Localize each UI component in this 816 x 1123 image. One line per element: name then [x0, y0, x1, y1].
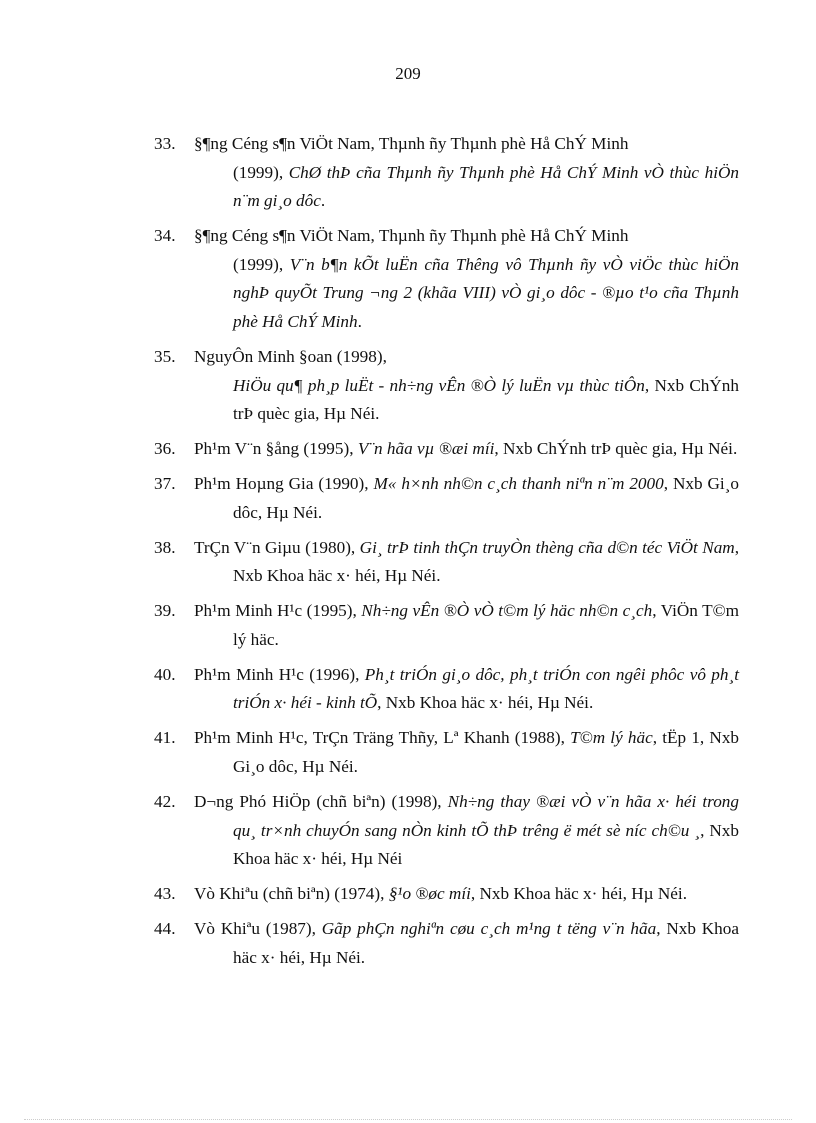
reference-title: Nh÷ng thay ®æi vÒ v¨n hãa x· héi trong qu¸ tr×nh chuyÓn sang nÒn kinh tÕ thÞ trêng ë mét sè níc ch©u ¸ [233, 791, 739, 840]
reference-item [154, 724, 740, 781]
reference-publisher: , Nxb Khoa häc x· héi, Hµ Néi. [233, 919, 739, 967]
reference-number: 38. [154, 537, 176, 557]
reference-number: 44. [154, 919, 176, 939]
reference-authors: TrÇn V¨n Giµu (1980), [194, 537, 360, 557]
reference-title: M« h×nh nh©n c¸ch thanh niªn n¨m 2000 [373, 474, 664, 494]
reference-title: Gi¸ trÞ tinh thÇn truyÒn thèng cña d©n téc ViÖt Nam [359, 537, 735, 557]
reference-number: 33. [154, 134, 176, 153]
reference-authors: Ph¹m Minh H¹c (1995), [194, 601, 362, 621]
reference-item [154, 534, 739, 591]
reference-number: 37. [154, 474, 176, 494]
reference-number: 35. [154, 346, 176, 366]
reference-item [154, 788, 739, 874]
reference-item [154, 470, 739, 527]
reference-title: Ph¸t triÓn gi¸o dôc, ph¸t triÓn con ngêi phôc vô ph¸t triÓn x· héi - kinh tÕ [233, 664, 739, 713]
reference-number: 43. [154, 884, 176, 904]
reference-item [154, 435, 739, 464]
reference-title: T©m lý häc [570, 728, 653, 748]
reference-publisher: , ViÖn T©m lý häc. [233, 601, 740, 649]
reference-authors: Vò Khiªu (1987), [194, 919, 322, 939]
reference-authors: NguyÔn Minh §oan (1998), [194, 346, 387, 366]
reference-number: 41. [154, 728, 176, 748]
reference-publisher: , Nxb Khoa häc x· héi, Hµ Néi. [470, 884, 687, 904]
reference-publisher: , Nxb Khoa häc x· héi, Hµ Néi. [377, 693, 594, 713]
reference-item [154, 880, 739, 909]
reference-number: 39. [154, 601, 176, 621]
reference-publisher: , Nxb ChÝnh trÞ quèc gia, Hµ Néi. [233, 375, 739, 424]
page-number: 209 [395, 64, 421, 83]
reference-publisher: , Nxb Khoa häc x· héi, Hµ Néi [233, 820, 739, 869]
reference-item [154, 915, 739, 972]
reference-title: §¹o ®øc míi [388, 884, 471, 904]
page-bottom-divider [24, 1119, 792, 1120]
reference-number: 34. [154, 226, 176, 246]
reference-authors: (1999), [233, 162, 289, 182]
reference-lead: §¶ng Céng s¶n ViÖt Nam, Thµnh ñy Thµnh phè Hå ChÝ Minh [194, 226, 629, 246]
reference-authors: D¬ng Phó HiÖp (chñ biªn) (1998), [194, 791, 448, 811]
reference-item [154, 222, 739, 336]
reference-authors: Ph¹m V¨n §ång (1995), [194, 439, 358, 459]
reference-list [0, 130, 816, 979]
reference-number: 36. [154, 439, 176, 459]
reference-item [154, 597, 740, 654]
reference-publisher: . [357, 311, 362, 331]
reference-publisher: , tËp 1, Nxb Gi¸o dôc, Hµ Néi. [233, 728, 740, 776]
reference-title: HiÖu qu¶ ph¸p luËt - nh÷ng vÊn ®Ò lý luËn vµ thùc tiÔn [233, 375, 645, 395]
reference-title: V¨n hãa vµ ®æi míi [357, 439, 495, 459]
reference-authors: Ph¹m Hoµng Gia (1990), [194, 474, 374, 494]
reference-publisher: . [320, 191, 326, 211]
reference-title: ChØ thÞ cña Thµnh ñy Thµnh phè Hå ChÝ Minh vÒ thùc hiÖn n¨m gi¸o dôc [233, 162, 739, 211]
reference-number: 42. [154, 791, 176, 811]
reference-authors: Ph¹m Minh H¹c, TrÇn Träng Thñy, Lª Khanh (1988), [194, 728, 571, 748]
reference-item [154, 661, 739, 718]
reference-number: 40. [154, 664, 176, 684]
reference-publisher: , Nxb ChÝnh trÞ quèc gia, Hµ Néi. [494, 439, 738, 459]
reference-lead: §¶ng Céng s¶n ViÖt Nam, Thµnh ñy Thµnh phè Hå ChÝ Minh [194, 134, 629, 153]
reference-item [154, 130, 739, 216]
reference-publisher: , Nxb Gi¸o dôc, Hµ Néi. [233, 474, 739, 522]
reference-authors: (1999), [233, 254, 290, 274]
reference-title: Nh÷ng vÊn ®Ò vÒ t©m lý häc nh©n c¸ch [361, 601, 653, 621]
reference-authors: Ph¹m Minh H¹c (1996), [194, 664, 365, 684]
reference-authors: Vò Khiªu (chñ biªn) (1974), [194, 884, 389, 904]
reference-title: Gãp phÇn nghiªn cøu c¸ch m¹ng t tëng v¨n hãa [321, 919, 657, 939]
reference-item [154, 343, 739, 429]
reference-publisher: , Nxb Khoa häc x· héi, Hµ Néi. [233, 537, 739, 586]
reference-title: V¨n b¶n kÕt luËn cña Thêng vô Thµnh ñy vÒ viÖc thùc hiÖn nghÞ quyÕt Trung ¬ng 2 (khãa VIII) vÒ gi¸o dôc - ®µo t¹o cña Thµnh phè Hå ChÝ Minh [233, 254, 739, 331]
